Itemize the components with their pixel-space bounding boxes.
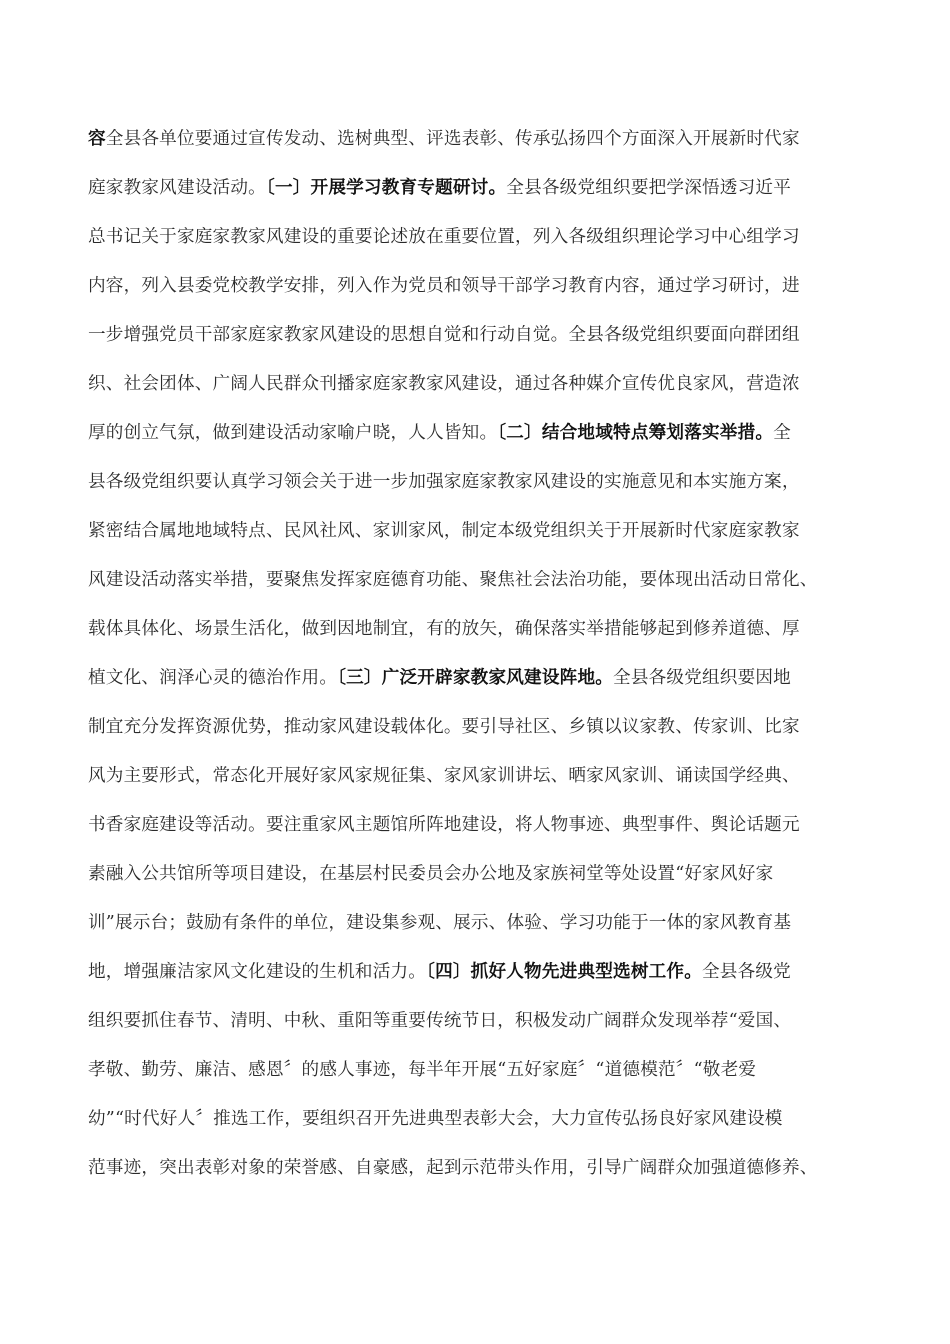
body-text: 风建设活动落实举措，要聚焦发挥家庭德育功能、聚焦社会法治功能，要体现出活动日常化、 bbox=[88, 570, 818, 590]
body-text: 地，增强廉洁家风文化建设的生机和活力。 bbox=[88, 962, 427, 982]
body-text: 书香家庭建设等活动。要注重家风主题馆所阵地建设，将人物事迹、典型事件、舆论话题元 bbox=[88, 815, 800, 835]
body-text: 训”展示台；鼓励有条件的单位，建设集参观、展示、体验、学习功能于一体的家风教育基 bbox=[88, 913, 792, 933]
body-text: 风为主要形式，常态化开展好家风家规征集、家风家训讲坛、晒家风家训、诵读国学经典、 bbox=[88, 766, 800, 786]
body-text: 县各级党组织要认真学习领会关于进一步加强家庭家教家风建设的实施意见和本实施方案， bbox=[88, 472, 800, 492]
text-line bbox=[88, 173, 888, 222]
bold-heading-text: 〔四〕抓好人物先进典型选树工作。 bbox=[426, 961, 702, 982]
text-line bbox=[88, 467, 888, 516]
text-line bbox=[88, 1153, 888, 1202]
body-text: 素融入公共馆所等项目建设，在基层村民委员会办公地及家族祠堂等处设置“好家风好家 bbox=[88, 864, 774, 884]
body-text: 全县各单位要通过宣传发动、选树典型、评选表彰、传承弘扬四个方面深入开展新时代家 bbox=[105, 129, 800, 149]
text-line bbox=[88, 810, 888, 859]
body-text: 组织要抓住春节、清明、中秋、重阳等重要传统节日，积极发动广阔群众发现举荐“爱国、 bbox=[88, 1011, 792, 1031]
body-text: 全 bbox=[773, 423, 791, 443]
body-text: 孝敬、勤劳、廉洁、感恩〞的感人事迹，每半年开展“五好家庭〞“道德模范〞“敬老爱 bbox=[88, 1060, 757, 1080]
body-text: 幼”“时代好人〞推选工作，要组织召开先进典型表彰大会，大力宣传弘扬良好家风建设模 bbox=[88, 1109, 783, 1129]
text-line bbox=[88, 369, 888, 418]
body-text: 全县各级党组织要因地 bbox=[613, 668, 791, 688]
body-text: 制宜充分发挥资源优势，推动家风建设载体化。要引导社区、乡镇以议家教、传家训、比家 bbox=[88, 717, 800, 737]
body-text: 载体具体化、场景生活化，做到因地制宜，有的放矢，确保落实举措能够起到修养道德、厚 bbox=[88, 619, 800, 639]
body-text: 全县各级党组织要把学深悟透习近平 bbox=[506, 178, 791, 198]
body-text: 范事迹，突出表彰对象的荣誉感、自豪感，起到示范带头作用，引导广阔群众加强道德修养、 bbox=[88, 1158, 818, 1178]
body-text: 总书记关于家庭家教家风建设的重要论述放在重要位置，列入各级组织理论学习中心组学习 bbox=[88, 227, 800, 247]
bold-heading-text: 〔二〕结合地域特点筹划落实举措。 bbox=[497, 422, 774, 443]
text-line bbox=[88, 1055, 888, 1104]
body-text: 织、社会团体、广阔人民群众刊播家庭家教家风建设，通过各种媒介宣传优良家风，营造浓 bbox=[88, 374, 800, 394]
body-text: 紧密结合属地地域特点、民风社风、家训家风，制定本级党组织关于开展新时代家庭家教家 bbox=[88, 521, 800, 541]
text-line bbox=[88, 712, 888, 761]
body-text: 内容，列入县委党校教学安排，列入作为党员和领导干部学习教育内容，通过学习研讨，进 bbox=[88, 276, 800, 296]
text-line bbox=[88, 663, 888, 712]
body-text: 庭家教家风建设活动。 bbox=[88, 178, 266, 198]
text-line bbox=[88, 418, 888, 467]
body-text: 全县各级党 bbox=[702, 962, 791, 982]
body-text: 一步增强党员干部家庭家教家风建设的思想自觉和行动自觉。全县各级党组织要面向群团组 bbox=[88, 325, 800, 345]
text-line bbox=[88, 516, 888, 565]
text-line bbox=[88, 320, 888, 369]
bold-heading-text: 〔一〕开展学习教育专题研讨。 bbox=[265, 177, 507, 198]
text-line bbox=[88, 908, 888, 957]
text-line bbox=[88, 1104, 888, 1153]
text-line bbox=[88, 614, 888, 663]
bold-heading-text: 容 bbox=[88, 128, 106, 149]
body-paragraph bbox=[88, 124, 888, 1202]
text-line bbox=[88, 222, 888, 271]
text-line bbox=[88, 859, 888, 908]
body-text: 植文化、润泽心灵的德治作用。 bbox=[88, 668, 338, 688]
text-line bbox=[88, 565, 888, 614]
body-text: 厚的创立气氛，做到建设活动家喻户晓，人人皆知。 bbox=[88, 423, 498, 443]
text-line bbox=[88, 124, 888, 173]
text-line bbox=[88, 1006, 888, 1055]
text-line bbox=[88, 957, 888, 1006]
text-line bbox=[88, 271, 888, 320]
text-line bbox=[88, 761, 888, 810]
bold-heading-text: 〔三〕广泛开辟家教家风建设阵地。 bbox=[337, 667, 614, 688]
